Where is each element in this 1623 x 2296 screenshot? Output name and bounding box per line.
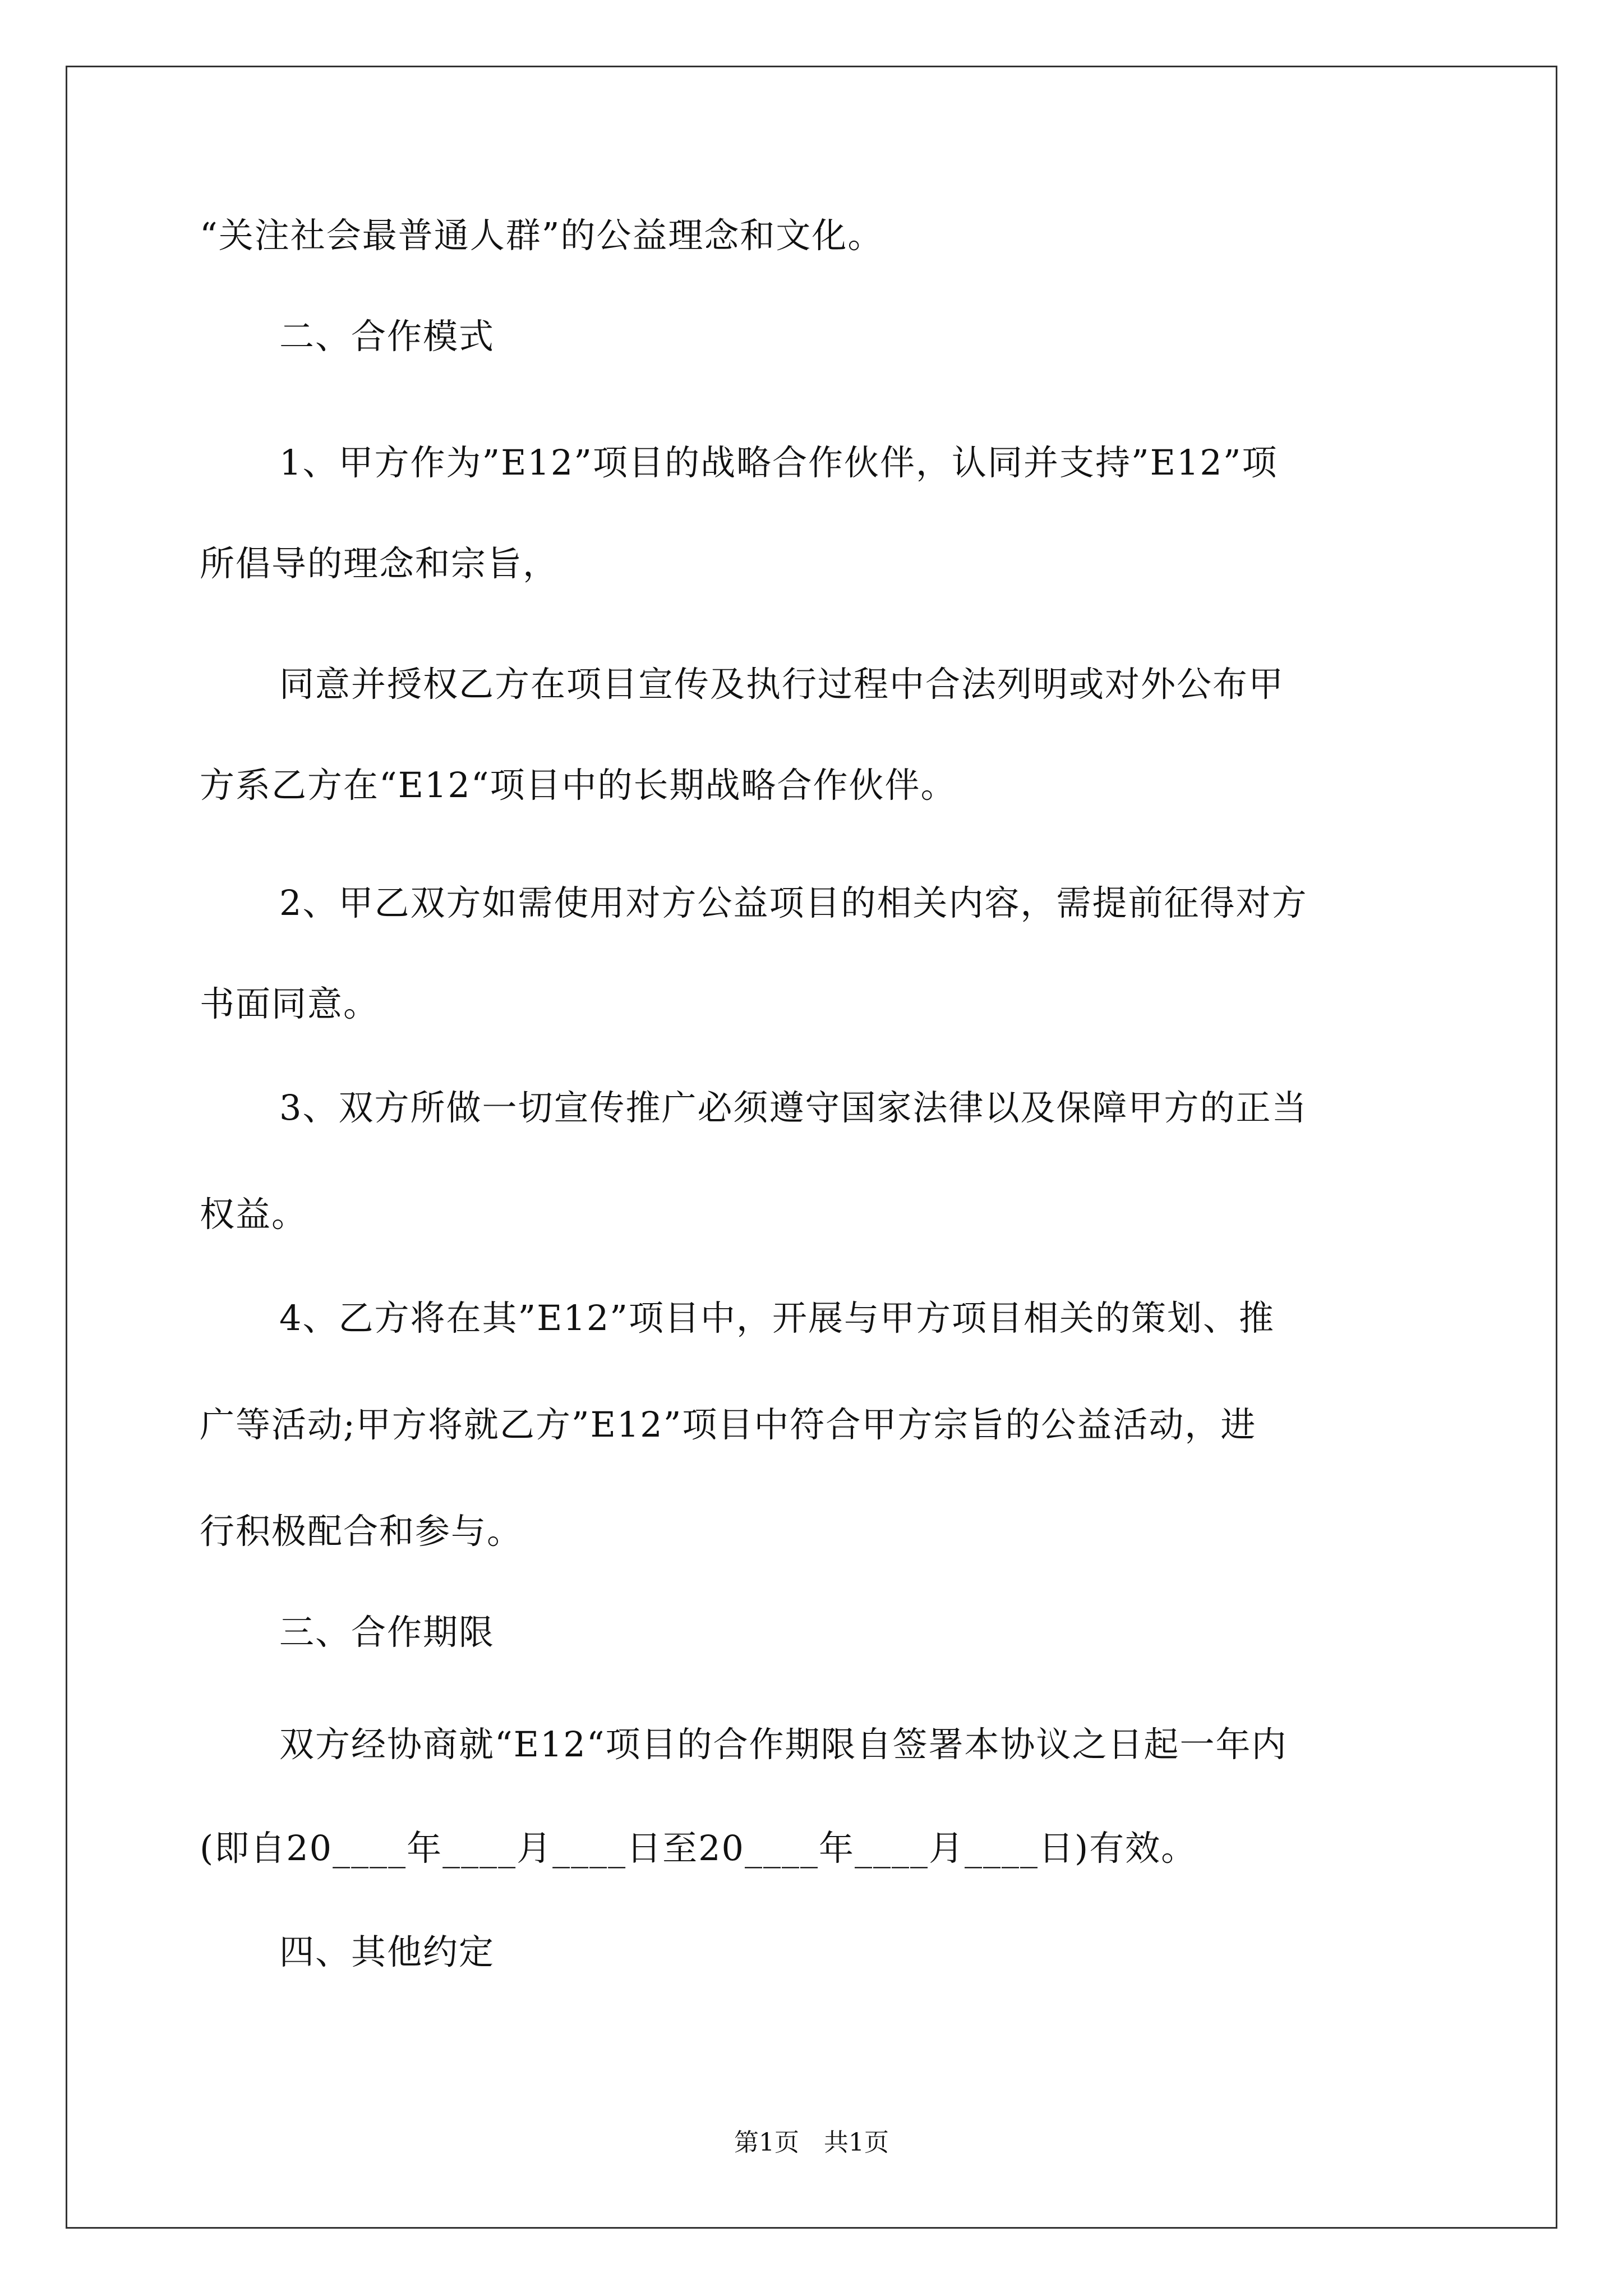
text-line: “关注社会最普通人群”的公益理念和文化。 <box>200 215 884 256</box>
text-line: 4、乙方将在其”E12”项目中，开展与甲方项目相关的策划、推 <box>279 1297 1275 1338</box>
text-line: (即自20____年____月____日至20____年____月____日)有效。 <box>200 1828 1197 1869</box>
text-line: 行积极配合和参与。 <box>200 1511 523 1552</box>
section-heading: 四、其他约定 <box>279 1931 495 1972</box>
text-line: 3、双方所做一切宣传推广必须遵守国家法律以及保障甲方的正当 <box>279 1087 1308 1128</box>
section-heading: 二、合作模式 <box>279 316 495 357</box>
text-line: 所倡导的理念和宗旨， <box>200 543 559 584</box>
text-line: 广等活动;甲方将就乙方”E12”项目中符合甲方宗旨的公益活动，进 <box>200 1404 1257 1445</box>
text-line: 权益。 <box>200 1194 308 1235</box>
text-line: 1、甲方作为”E12”项目的战略合作伙伴，认同并支持”E12”项 <box>279 442 1278 483</box>
text-line: 书面同意。 <box>200 983 380 1024</box>
page-footer: 第1页 共1页 <box>734 2128 889 2157</box>
text-line: 方系乙方在“E12“项目中的长期战略合作伙伴。 <box>200 765 957 806</box>
section-heading: 三、合作期限 <box>279 1612 495 1653</box>
page-border <box>66 66 1557 2229</box>
text-line: 双方经协商就“E12“项目的合作期限自签署本协议之日起一年内 <box>279 1724 1288 1765</box>
text-line: 同意并授权乙方在项目宣传及执行过程中合法列明或对外公布甲 <box>279 664 1285 705</box>
text-line: 2、甲乙双方如需使用对方公益项目的相关内容，需提前征得对方 <box>279 882 1308 923</box>
